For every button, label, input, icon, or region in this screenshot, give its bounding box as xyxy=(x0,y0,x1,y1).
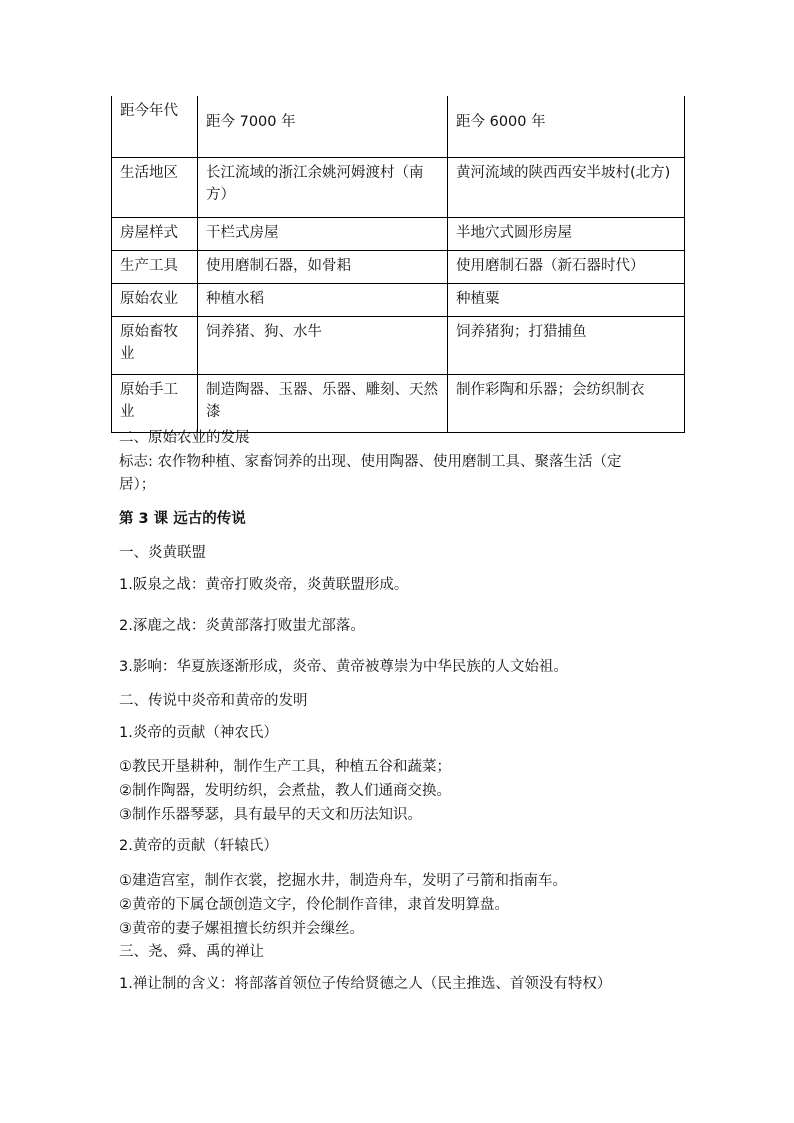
row-label: 原始畜牧业 xyxy=(112,317,198,375)
list-item: ①建造宫室，制作衣裳，挖掘水井，制造舟车，发明了弓箭和指南车。 xyxy=(119,873,567,889)
list-item: ②黄帝的下属仓颉创造文字，伶伦制作音律，隶首发明算盘。 xyxy=(119,897,509,913)
banpo-cell: 种植粟 xyxy=(448,284,685,317)
list-item: ③制作乐器琴瑟，具有最早的天文和历法知识。 xyxy=(119,807,422,823)
subheading: 2.黄帝的贡献（轩辕氏） xyxy=(119,838,278,854)
row-label: 原始手工业 xyxy=(112,375,198,433)
row-label: 生活地区 xyxy=(112,158,198,218)
hemudu-cell: 长江流域的浙江余姚河姆渡村（南方） xyxy=(198,158,448,218)
section-heading: 一、炎黄联盟 xyxy=(119,545,206,561)
table-row xyxy=(112,96,685,158)
banpo-cell: 使用磨制石器（新石器时代） xyxy=(448,251,685,284)
list-item: ③黄帝的妻子嫘祖擅长纺织并会缫丝。 xyxy=(119,921,364,937)
hemudu-cell: 种植水稻 xyxy=(198,284,448,317)
banpo-cell: 距今 6000 年 xyxy=(448,96,685,158)
hemudu-cell: 制造陶器、玉器、乐器、雕刻、天然漆 xyxy=(198,375,448,433)
row-label: 房屋样式 xyxy=(112,218,198,251)
row-label: 原始农业 xyxy=(112,284,198,317)
row-label: 距今年代 xyxy=(112,96,198,158)
banpo-cell: 黄河流域的陕西西安半坡村(北方) xyxy=(448,158,685,218)
row-label: 生产工具 xyxy=(112,251,198,284)
banpo-cell: 制作彩陶和乐器；会纺织制衣 xyxy=(448,375,685,433)
table-row xyxy=(112,158,685,218)
table-row xyxy=(112,251,685,284)
hemudu-cell: 干栏式房屋 xyxy=(198,218,448,251)
subheading: 1.炎帝的贡献（神农氏） xyxy=(119,725,278,741)
table-row xyxy=(112,317,685,375)
paragraph-line: 标志: 农作物种植、家畜饲养的出现、使用陶器、使用磨制工具、聚落生活（定 xyxy=(119,454,622,470)
paragraph-line: 居）； xyxy=(119,477,156,493)
list-item: 2.涿鹿之战：炎黄部落打败蚩尤部落。 xyxy=(119,618,365,634)
comparison-table xyxy=(111,96,685,433)
list-item: ①教民开垦耕种，制作生产工具，种植五谷和蔬菜； xyxy=(119,759,451,775)
list-item: ②制作陶器，发明纺织，会煮盐，教人们通商交换。 xyxy=(119,783,451,799)
table-row xyxy=(112,375,685,433)
section-heading: 三、尧、舜、禹的禅让 xyxy=(119,944,264,960)
lesson-title: 第 3 课 远古的传说 xyxy=(119,511,246,527)
hemudu-cell: 距今 7000 年 xyxy=(198,96,448,158)
table-row xyxy=(112,218,685,251)
list-item: 1.禅让制的含义：将部落首领位子传给贤德之人（民主推选、首领没有特权） xyxy=(119,976,612,992)
banpo-cell: 饲养猪狗；打猎捕鱼 xyxy=(448,317,685,375)
list-item: 1.阪泉之战：黄帝打败炎帝，炎黄联盟形成。 xyxy=(119,577,409,593)
list-item: 3.影响：华夏族逐渐形成，炎帝、黄帝被尊崇为中华民族的人文始祖。 xyxy=(119,659,568,675)
banpo-cell: 半地穴式圆形房屋 xyxy=(448,218,685,251)
table-row xyxy=(112,284,685,317)
section-heading: 二、传说中炎帝和黄帝的发明 xyxy=(119,693,308,709)
section-heading: 二、原始农业的发展 xyxy=(119,430,250,446)
hemudu-cell: 饲养猪、狗、水牛 xyxy=(198,317,448,375)
hemudu-cell: 使用磨制石器，如骨耜 xyxy=(198,251,448,284)
